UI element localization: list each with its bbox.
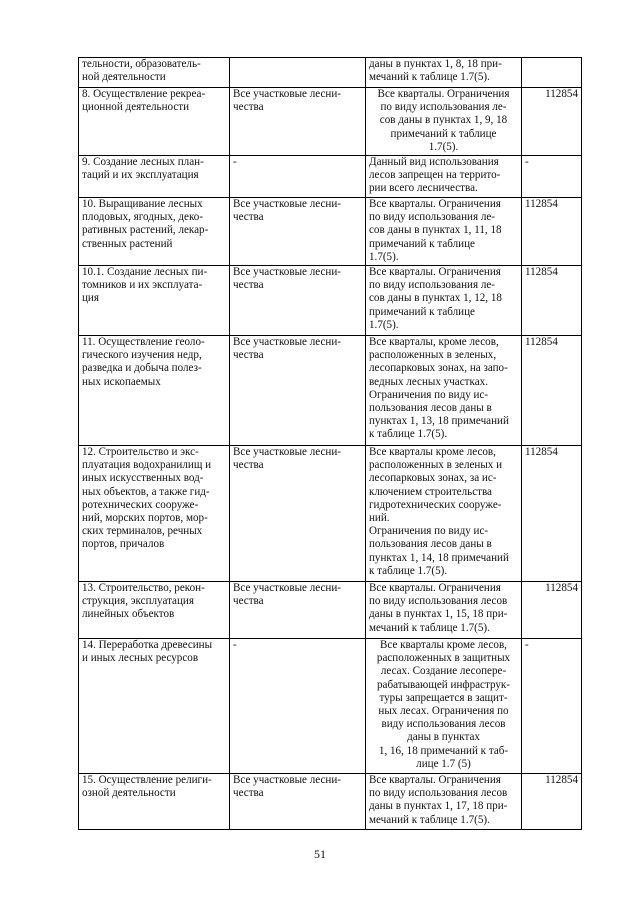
table-row: [79, 774, 582, 830]
table-row: [79, 639, 582, 774]
area-cell: 112854: [522, 582, 582, 639]
area-cell: 112854: [522, 198, 582, 266]
restrictions-cell: Все кварталы кроме лесов, расположенных в защитных лесах. Создание лесопере- рабатывающей инфраструк- туры запрещается в защит- ных лесах. Ограничения по виду использования лесов даны в пунктах 1, 16, 18 примечаний к таб- лице 1.7 (5): [366, 639, 522, 774]
activity-cell: 10.1. Создание лесных пи- томников и их эксплуата- ция: [79, 266, 230, 336]
area-cell: 112854: [522, 336, 582, 446]
forestry-cell: Все участковые лесни- чества: [230, 774, 366, 830]
activity-cell: 15. Осуществление религи- озной деятельности: [79, 774, 230, 830]
restrictions-cell: Все кварталы. Ограничения по виду использования лесов даны в пунктах 1, 15, 18 при- мечаний к таблице 1.7(5).: [366, 582, 522, 639]
restrictions-cell: даны в пунктах 1, 8, 18 при- мечаний к таблице 1.7(5).: [366, 58, 522, 88]
area-cell: 112854: [522, 88, 582, 156]
area-cell: -: [522, 156, 582, 198]
area-cell: 112854: [522, 774, 582, 830]
activity-cell: 13. Строительство, рекон- струкция, эксплуатация линейных объектов: [79, 582, 230, 639]
forestry-cell: Все участковые лесни- чества: [230, 198, 366, 266]
area-cell: [522, 58, 582, 88]
forestry-cell: Все участковые лесни- чества: [230, 446, 366, 582]
activity-cell: 11. Осуществление геоло- гического изучения недр, разведка и добыча полез- ных ископаемых: [79, 336, 230, 446]
restrictions-cell: Данный вид использования лесов запрещен на террито- рии всего лесничества.: [366, 156, 522, 198]
restrictions-cell: Все кварталы. Ограничения по виду использования лесов даны в пунктах 1, 17, 18 при- мечаний к таблице 1.7(5).: [366, 774, 522, 830]
restrictions-cell: Все кварталы кроме лесов, расположенных в зеленых и лесопарковых зонах, за ис- ключением строительства гидротехнических сооруже- ний. Ограничения по виду ис- пользования лесов даны в пунктах 1, 14, 18 примечаний к таблице 1.7(5).: [366, 446, 522, 582]
table-row: [79, 582, 582, 639]
area-cell: -: [522, 639, 582, 774]
page-number: 51: [314, 847, 326, 861]
table-row: [79, 88, 582, 156]
table-row: [79, 156, 582, 198]
forestry-cell: [230, 58, 366, 88]
activity-cell: тельности, образователь- ной деятельности: [79, 58, 230, 88]
restrictions-cell: Все кварталы, кроме лесов, расположенных в зеленых, лесопарковых зонах, на запо- ведных лесных участках. Ограничения по виду ис- пользования лесов даны в пунктах 1, 13, 18 примечаний к таблице 1.7(5).: [366, 336, 522, 446]
forestry-cell: -: [230, 639, 366, 774]
table-row: [79, 58, 582, 88]
table-row: [79, 198, 582, 266]
forestry-cell: Все участковые лесни- чества: [230, 266, 366, 336]
area-cell: 112854: [522, 266, 582, 336]
restrictions-cell: Все кварталы. Ограничения по виду использования ле- сов даны в пунктах 1, 12, 18 примечаний к таблице 1.7(5).: [366, 266, 522, 336]
restrictions-cell: Все кварталы. Ограничения по виду использования ле- сов даны в пунктах 1, 11, 18 примечаний к таблице 1.7(5).: [366, 198, 522, 266]
table-row: [79, 446, 582, 582]
activity-cell: 9. Создание лесных план- таций и их эксплуатация: [79, 156, 230, 198]
forest-use-table: [78, 57, 582, 830]
table-row: [79, 336, 582, 446]
forestry-cell: Все участковые лесни- чества: [230, 336, 366, 446]
forestry-cell: -: [230, 156, 366, 198]
area-cell: 112854: [522, 446, 582, 582]
table-row: [79, 266, 582, 336]
forestry-cell: Все участковые лесни- чества: [230, 582, 366, 639]
activity-cell: 12. Строительство и экс- плуатация водохранилищ и иных искусственных вод- ных объектов, а также гид- ротехнических сооруже- ний, морских портов, мор- ских терминалов, речных портов, причалов: [79, 446, 230, 582]
activity-cell: 14. Переработка древесины и иных лесных ресурсов: [79, 639, 230, 774]
forestry-cell: Все участковые лесни- чества: [230, 88, 366, 156]
activity-cell: 10. Выращивание лесных плодовых, ягодных, деко- ративных растений, лекар- ственных растений: [79, 198, 230, 266]
restrictions-cell: Все кварталы. Ограничения по виду использования ле- сов даны в пунктах 1, 9, 18 примечаний к таблице 1.7(5).: [366, 88, 522, 156]
activity-cell: 8. Осуществление рекреа- ционной деятельности: [79, 88, 230, 156]
